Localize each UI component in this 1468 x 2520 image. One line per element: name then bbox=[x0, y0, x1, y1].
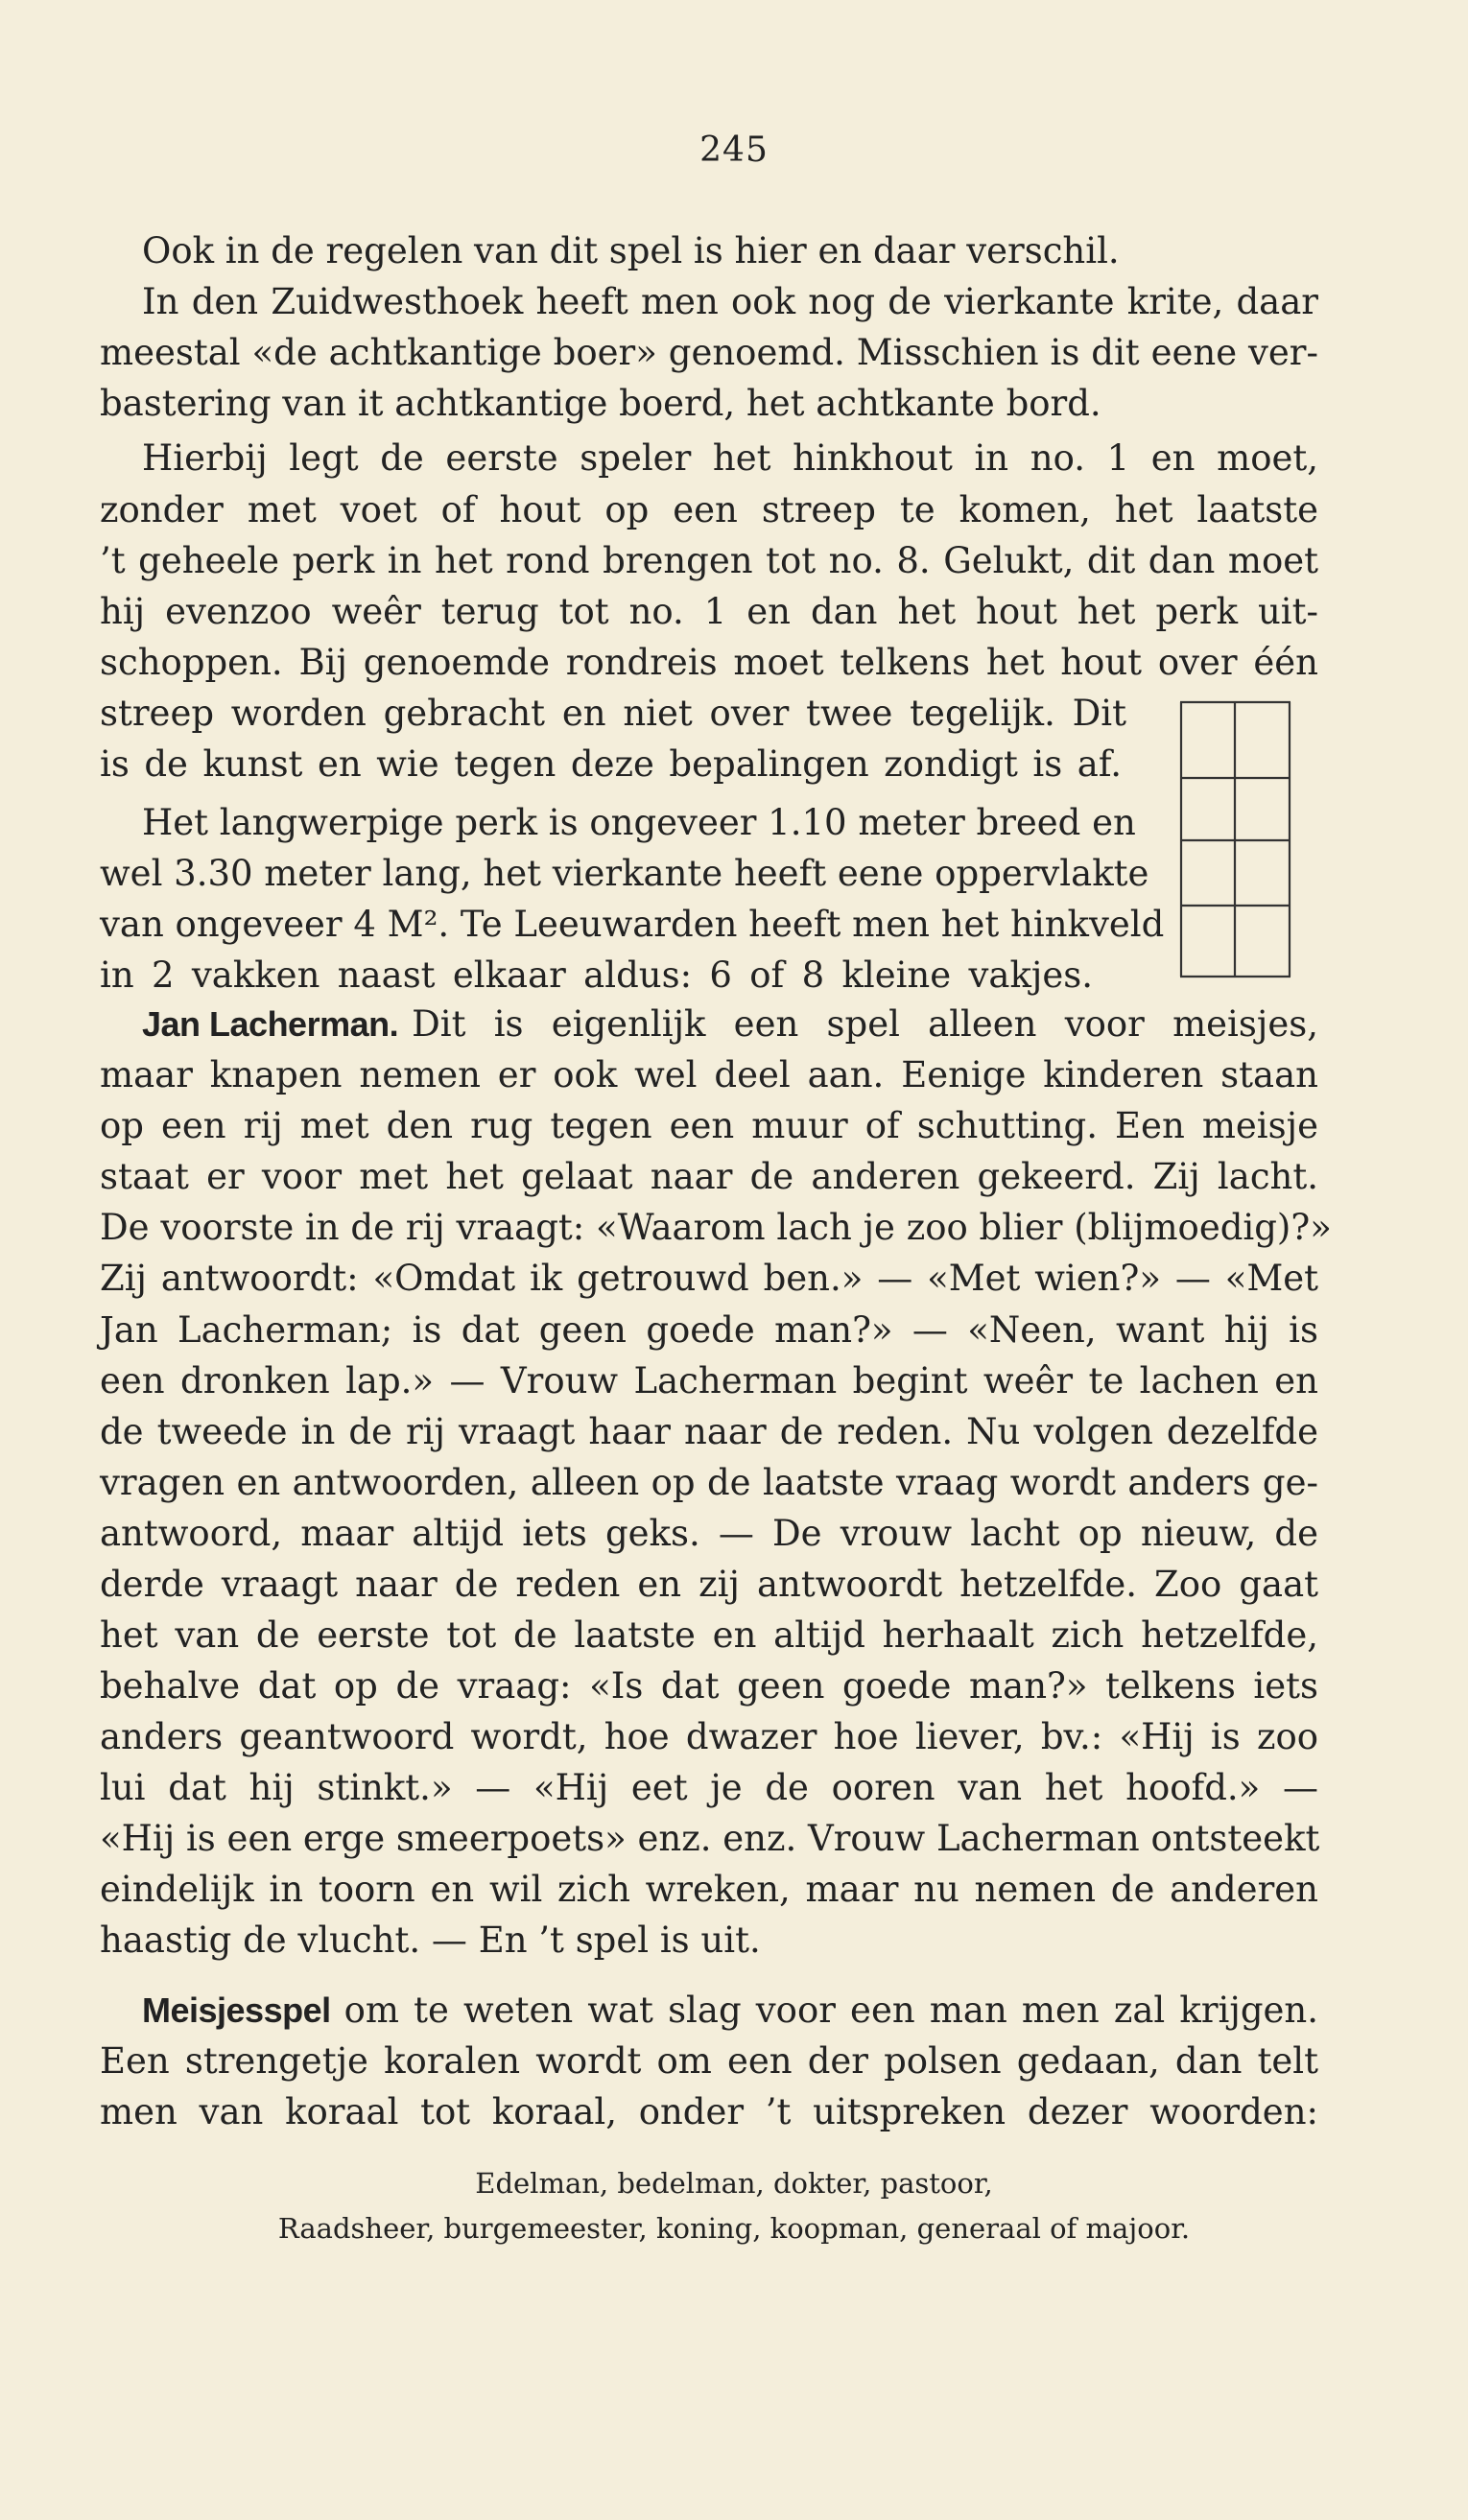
text-line: Zij antwoordt: «Omdat ik getrouwd ben.» — «Met wien?» — «Met bbox=[100, 1258, 1318, 1299]
rhyme-line: Raadsheer, burgemeester, koning, koopman, generaal of majoor. bbox=[277, 2212, 1191, 2245]
text-line: lui dat hij stinkt.» — «Hij eet je de ooren van het hoofd.» — bbox=[100, 1767, 1318, 1808]
text-line: men van koraal tot koraal, onder ’t uitspreken dezer woorden: bbox=[100, 2091, 1318, 2132]
text-line: van ongeveer 4 M². Te Leeuwarden heeft men het hinkveld bbox=[100, 904, 1165, 945]
text-line: is de kunst en wie tegen deze bepalingen zondigt is af. bbox=[100, 743, 1122, 785]
text-line: Ook in de regelen van dit spel is hier en daar verschil. bbox=[142, 230, 1120, 271]
text-line: meestal «de achtkantige boer» genoemd. Misschien is dit eene ver- bbox=[100, 332, 1318, 373]
text-line bbox=[142, 1000, 1318, 1049]
text-line: maar knapen nemen er ook wel deel aan. Eenige kinderen staan bbox=[100, 1054, 1318, 1095]
text-line: bastering van it achtkantige boerd, het achtkante bord. bbox=[100, 383, 1101, 424]
text-line: Het langwerpige perk is ongeveer 1.10 meter breed en bbox=[142, 802, 1136, 843]
text-line: anders geantwoord wordt, hoe dwazer hoe liever, bv.: «Hij is zoo bbox=[100, 1716, 1318, 1757]
text-line: een dronken lap.» — Vrouw Lacherman begint weêr te lachen en bbox=[100, 1360, 1318, 1401]
text-line: zonder met voet of hout op een streep te komen, het laatste bbox=[100, 489, 1318, 530]
hinkveld-diagram bbox=[1175, 698, 1300, 986]
text-line: haastig de vlucht. — En ’t spel is uit. bbox=[100, 1919, 761, 1961]
text-run: Dit is eigenlijk een spel alleen voor meisjes, bbox=[412, 1003, 1318, 1045]
text-line: derde vraagt naar de reden en zij antwoordt hetzelfde. Zoo gaat bbox=[100, 1564, 1318, 1605]
text-line bbox=[142, 1986, 1318, 2036]
rhyme-line: Edelman, bedelman, dokter, pastoor, bbox=[475, 2167, 993, 2200]
text-run: om te weten wat slag voor een man men zal krijgen. bbox=[343, 1990, 1318, 2031]
text-line: de tweede in de rij vraagt haar naar de reden. Nu volgen dezelfde bbox=[100, 1411, 1318, 1452]
text-line: in 2 vakken naast elkaar aldus: 6 of 8 kleine vakjes. bbox=[100, 954, 1093, 996]
text-line: Een strengetje koralen wordt om een der polsen gedaan, dan telt bbox=[100, 2040, 1318, 2082]
text-line: In den Zuidwesthoek heeft men ook nog de vierkante krite, daar bbox=[142, 281, 1318, 322]
section-heading: Jan Lacherman. bbox=[142, 1004, 399, 1044]
text-line: staat er voor met het gelaat naar de anderen gekeerd. Zij lacht. bbox=[100, 1156, 1318, 1197]
text-line: wel 3.30 meter lang, het vierkante heeft eene oppervlakte bbox=[100, 853, 1149, 894]
text-line: De voorste in de rij vraagt: «Waarom lach je zoo blier (blijmoedig)?» bbox=[100, 1207, 1332, 1248]
section-heading: Meisjesspel bbox=[142, 1990, 331, 2030]
text-line: hij evenzoo weêr terug tot no. 1 en dan het hout het perk uit- bbox=[100, 591, 1318, 632]
text-line: antwoord, maar altijd iets geks. — De vrouw lacht op nieuw, de bbox=[100, 1513, 1318, 1554]
page-number: 245 bbox=[699, 130, 769, 170]
text-line: vragen en antwoorden, alleen op de laatste vraag wordt anders ge- bbox=[100, 1462, 1318, 1503]
text-line: behalve dat op de vraag: «Is dat geen goede man?» telkens iets bbox=[100, 1665, 1318, 1707]
text-line: het van de eerste tot de laatste en altijd herhaalt zich hetzelfde, bbox=[100, 1614, 1318, 1656]
text-line: schoppen. Bij genoemde rondreis moet telkens het hout over één bbox=[100, 642, 1318, 683]
text-line: «Hij is een erge smeerpoets» enz. enz. Vrouw Lacherman ontsteekt bbox=[100, 1818, 1320, 1859]
text-line: op een rij met den rug tegen een muur of schutting. Een meisje bbox=[100, 1105, 1318, 1146]
text-line: ’t geheele perk in het rond brengen tot no. 8. Gelukt, dit dan moet bbox=[100, 540, 1318, 581]
text-line: Jan Lacherman; is dat geen goede man?» — «Neen, want hij is bbox=[100, 1309, 1318, 1351]
text-line: eindelijk in toorn en wil zich wreken, maar nu nemen de anderen bbox=[100, 1869, 1318, 1910]
text-line: streep worden gebracht en niet over twee tegelijk. Dit bbox=[100, 693, 1126, 734]
text-line: Hierbij legt de eerste speler het hinkhout in no. 1 en moet, bbox=[142, 437, 1318, 479]
